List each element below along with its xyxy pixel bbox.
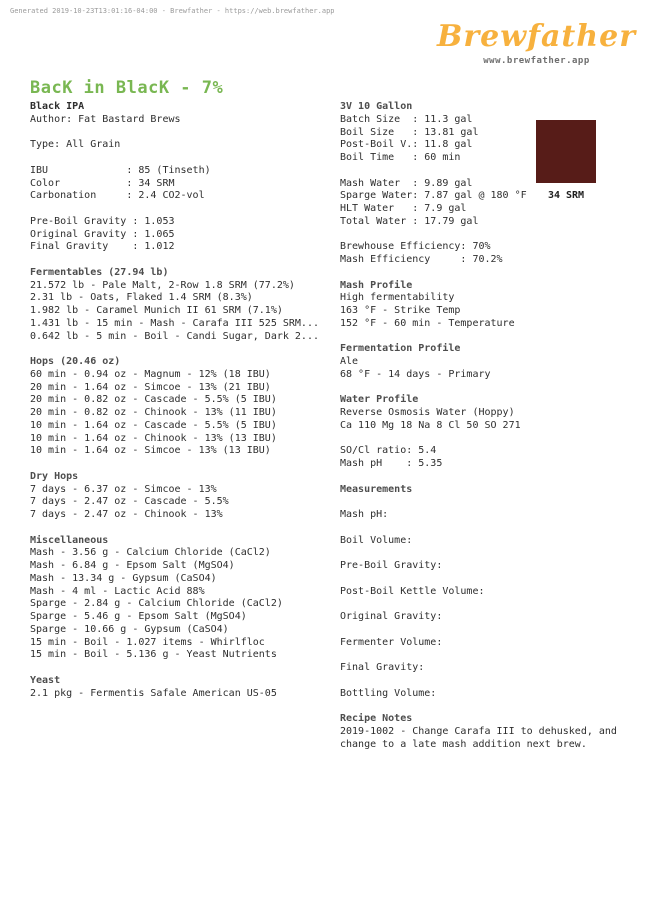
mash-profile-heading: Mash Profile — [340, 279, 413, 291]
fermentation-profile-line: Ale — [340, 356, 359, 367]
fermentable-line: 1.431 lb - 15 min - Mash - Carafa III 525 SRM... — [30, 317, 319, 329]
ratio-line: Mash pH : 5.35 — [340, 458, 443, 469]
water-profile-line: Reverse Osmosis Water (Hoppy) — [340, 407, 515, 418]
equipment-line: Post-Boil V.: 11.8 gal — [340, 139, 473, 151]
misc-line: Mash - 4 ml - Lactic Acid 88% — [30, 585, 205, 597]
type-line: Type: All Grain — [30, 139, 121, 151]
misc-line: 15 min - Boil - 5.136 g - Yeast Nutrients — [30, 649, 277, 661]
recipe-note-line: change to a late mash addition next brew. — [340, 738, 587, 750]
ratio-line: SO/Cl ratio: 5.4 — [340, 445, 437, 457]
srm-label: 34 SRM — [547, 190, 585, 201]
stat-line: Carbonation : 2.4 CO2-vol — [30, 190, 205, 202]
misc-line: Sparge - 5.46 g - Epsom Salt (MgSO4) — [30, 611, 247, 622]
recipe-notes-list — [340, 726, 640, 752]
recipe-note-line: 2019-1002 - Change Carafa III to dehusked, and — [340, 725, 617, 737]
mash-profile-section — [340, 280, 640, 331]
hop-line: 10 min - 1.64 oz - Cascade - 5.5% (5 IBU) — [30, 419, 277, 431]
equipment-line: Boil Time : 60 min — [340, 152, 461, 163]
yeast-list — [30, 688, 332, 701]
recipe-type-section — [30, 139, 332, 152]
water-volume-line: Mash Water : 9.89 gal — [340, 177, 473, 189]
dry-hops-heading: Dry Hops — [30, 470, 79, 482]
fermentable-line: 1.982 lb - Caramel Munich II 61 SRM (7.1%) — [30, 305, 283, 316]
fermentation-profile-section — [340, 343, 640, 381]
water-volume-line: Total Water : 17.79 gal — [340, 215, 479, 227]
gravity-line: Final Gravity : 1.012 — [30, 241, 175, 253]
hops-section — [30, 356, 332, 458]
measurement-field: Mash pH: — [340, 509, 389, 520]
measurements-list — [340, 509, 640, 700]
style-name: Black IPA — [30, 101, 85, 112]
measurements-section — [340, 484, 640, 701]
hops-list — [30, 369, 332, 458]
measurement-field: Boil Volume: — [340, 534, 413, 546]
miscellaneous-list — [30, 547, 332, 662]
misc-line: Mash - 6.84 g - Epsom Salt (MgSO4) — [30, 560, 235, 571]
water-profile-heading: Water Profile — [340, 394, 419, 406]
recipe-notes-heading: Recipe Notes — [340, 713, 413, 724]
fermentation-profile-list — [340, 356, 640, 382]
fermentable-line: 21.572 lb - Pale Malt, 2-Row 1.8 SRM (77.2%) — [30, 279, 295, 291]
recipe-style-section — [30, 101, 332, 127]
measurement-field: Fermenter Volume: — [340, 636, 443, 648]
efficiency-section — [340, 241, 640, 267]
mash-profile-line: 152 °F - 60 min - Temperature — [340, 317, 515, 329]
dry-hops-section — [30, 471, 332, 522]
equipment-line: Boil Size : 13.81 gal — [340, 126, 479, 138]
measurement-field: Pre-Boil Gravity: — [340, 560, 443, 571]
fermentable-line: 0.642 lb - 5 min - Boil - Candi Sugar, Dark 2... — [30, 330, 319, 342]
equipment-heading: 3V 10 Gallon — [340, 101, 413, 112]
gravity-line: Pre-Boil Gravity : 1.053 — [30, 215, 175, 227]
hop-line: 20 min - 0.82 oz - Cascade - 5.5% (5 IBU) — [30, 394, 277, 406]
miscellaneous-section — [30, 535, 332, 663]
recipe-notes-section — [340, 713, 640, 751]
water-volume-line: Sparge Water: 7.87 gal @ 180 °F — [340, 190, 527, 202]
misc-line: Sparge - 10.66 g - Gypsum (CaSO4) — [30, 623, 229, 635]
mash-profile-line: 163 °F - Strike Temp — [340, 305, 461, 316]
brewfather-url: www.brewfather.app — [483, 56, 590, 66]
stat-line: IBU : 85 (Tinseth) — [30, 164, 211, 176]
fermentables-heading: Fermentables (27.94 lb) — [30, 266, 169, 278]
yeast-section — [30, 675, 332, 701]
mash-profile-list — [340, 292, 640, 330]
measurement-field: Post-Boil Kettle Volume: — [340, 585, 485, 597]
measurements-heading: Measurements — [340, 483, 413, 495]
hop-line: 10 min - 1.64 oz - Chinook - 13% (13 IBU) — [30, 432, 277, 444]
fermentables-section — [30, 267, 332, 344]
dry-hop-line: 7 days - 2.47 oz - Chinook - 13% — [30, 509, 223, 520]
dry-hop-line: 7 days - 6.37 oz - Simcoe - 13% — [30, 483, 217, 495]
srm-swatch — [536, 120, 596, 201]
brewfather-logo: Brewfather — [437, 19, 636, 54]
equipment-line: Batch Size : 11.3 gal — [340, 113, 473, 125]
efficiency-line: Brewhouse Efficiency: 70% — [340, 241, 491, 253]
fermentable-line: 2.31 lb - Oats, Flaked 1.4 SRM (8.3%) — [30, 292, 253, 304]
measurement-field: Bottling Volume: — [340, 687, 437, 699]
dry-hop-line: 7 days - 2.47 oz - Cascade - 5.5% — [30, 496, 229, 508]
stat-line: Color : 34 SRM — [30, 177, 175, 189]
misc-line: Mash - 13.34 g - Gypsum (CaSO4) — [30, 572, 217, 584]
hop-line: 60 min - 0.94 oz - Magnum - 12% (18 IBU) — [30, 368, 271, 380]
hop-line: 10 min - 1.64 oz - Simcoe - 13% (13 IBU) — [30, 445, 271, 457]
fermentables-list — [30, 280, 332, 344]
misc-line: 15 min - Boil - 1.027 items - Whirlfloc — [30, 636, 265, 648]
mash-profile-line: High fermentability — [340, 292, 455, 304]
misc-line: Mash - 3.56 g - Calcium Chloride (CaCl2) — [30, 547, 271, 559]
fermentation-profile-heading: Fermentation Profile — [340, 343, 461, 355]
brand-header — [437, 20, 636, 66]
hop-line: 20 min - 0.82 oz - Chinook - 13% (11 IBU) — [30, 407, 277, 418]
yeast-heading: Yeast — [30, 674, 61, 686]
hops-heading: Hops (20.46 oz) — [30, 356, 121, 367]
recipe-stats-section — [30, 165, 332, 203]
efficiency-line: Mash Efficiency : 70.2% — [340, 254, 503, 265]
gravity-stats-section — [30, 216, 332, 254]
measurement-field: Original Gravity: — [340, 611, 443, 622]
ratio-section — [340, 445, 640, 471]
misc-line: Sparge - 2.84 g - Calcium Chloride (CaCl2) — [30, 598, 283, 610]
srm-color-swatch — [536, 120, 596, 183]
dry-hops-list — [30, 484, 332, 522]
gravity-line: Original Gravity : 1.065 — [30, 228, 175, 240]
water-volume-line: HLT Water : 7.9 gal — [340, 203, 467, 214]
fermentation-profile-line: 68 °F - 14 days - Primary — [340, 368, 491, 380]
left-column — [30, 101, 332, 700]
water-profile-line: Ca 110 Mg 18 Na 8 Cl 50 SO 271 — [340, 419, 521, 431]
author-line: Author: Fat Bastard Brews — [30, 113, 181, 125]
yeast-line: 2.1 pkg - Fermentis Safale American US-05 — [30, 687, 277, 699]
miscellaneous-heading: Miscellaneous — [30, 534, 109, 546]
hop-line: 20 min - 1.64 oz - Simcoe - 13% (21 IBU) — [30, 381, 271, 393]
water-profile-section — [340, 394, 640, 432]
page-title: BacK in BlacK - 7% — [30, 78, 224, 98]
water-profile-list — [340, 407, 640, 433]
measurement-field: Final Gravity: — [340, 662, 425, 673]
generated-meta-line: Generated 2019-10-23T13:01:16-04:00 - Brewfather - https://web.brewfather.app — [10, 7, 335, 15]
